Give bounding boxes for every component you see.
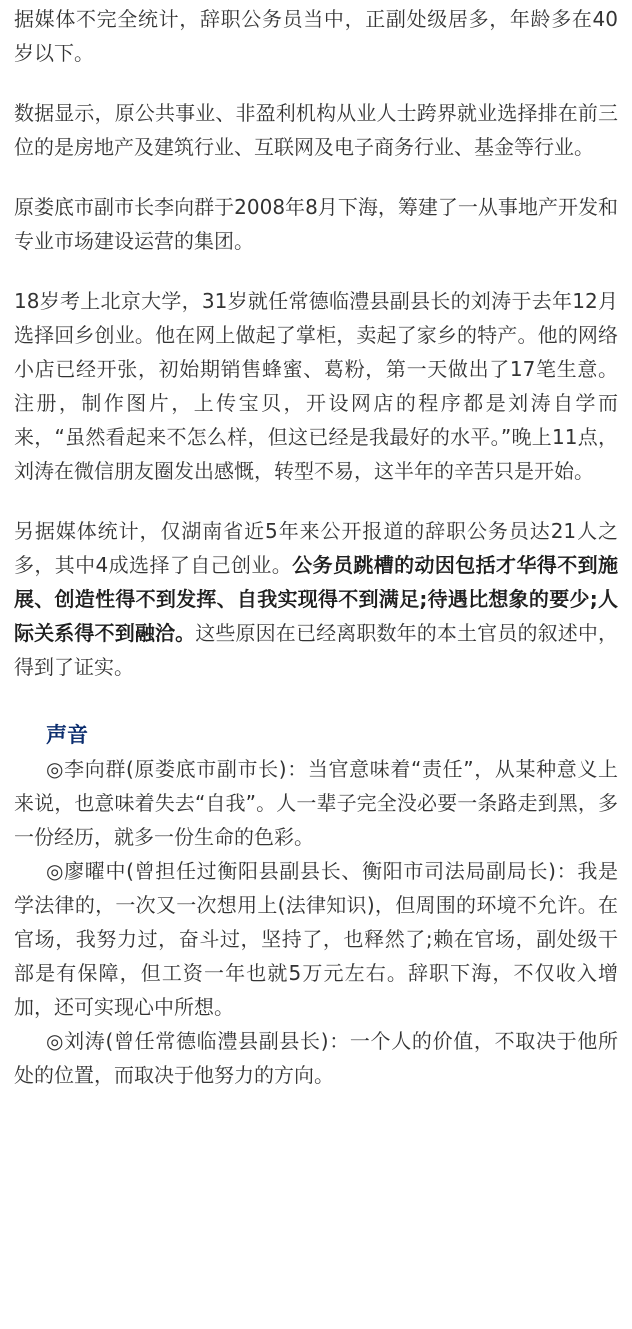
stats-lead-text: 另据媒体统计，仅湖南省近5年来公开报道的辞职公务员达21人之多，其中4成选择了自己创业。 — [14, 519, 618, 577]
paragraph-statistics-intro: 据媒体不完全统计，辞职公务员当中，正副处级居多，年龄多在40岁以下。 — [14, 7, 618, 65]
paragraph-li-xiangqun: 原娄底市副市长李向群于2008年8月下海，筹建了一从事地产开发和专业市场建设运营的集团。 — [14, 195, 618, 253]
paragraph-industry-choices: 数据显示，原公共事业、非盈利机构从业人士跨界就业选择排在前三位的是房地产及建筑行业、互联网及电子商务行业、基金等行业。 — [14, 101, 618, 159]
quote-liao-yaozhong: ◎廖曜中(曾担任过衡阳县副县长、衡阳市司法局副局长)：我是学法律的，一次又一次想用上(法律知识)，但周围的环境不允许。在官场，我努力过，奋斗过，坚持了，也释然了;赖在官场，副处级干部是有保障，但工资一年也就5万元左右。辞职下海，不仅收入增加，还可实现心中所想。 — [14, 859, 618, 1019]
quote-li-xiangqun: ◎李向群(原娄底市副市长)：当官意味着“责任”，从某种意义上来说，也意味着失去“自我”。人一辈子完全没必要一条路走到黑，多一份经历，就多一份生命的色彩。 — [14, 757, 618, 849]
stats-tail-text: 这些原因在已经离职数年的本土官员的叙述中，得到了证实。 — [14, 621, 619, 679]
paragraph-hunan-stats — [14, 514, 618, 684]
paragraph-liu-tao: 18岁考上北京大学，31岁就任常德临澧县副县长的刘涛于去年12月选择回乡创业。他在网上做起了掌柜，卖起了家乡的特产。他的网络小店已经开张，初始期销售蜂蜜、葛粉，第一天做出了17笔生意。注册，制作图片，上传宝贝，开设网店的程序都是刘涛自学而来，“虽然看起来不怎么样，但这已经是我最好的水平。”晚上11点，刘涛在微信朋友圈发出感慨，转型不易，这半年的辛苦只是开始。 — [14, 289, 618, 483]
quote-liu-tao: ◎刘涛(曾任常德临澧县副县长)：一个人的价值，不取决于他所处的位置，而取决于他努力的方向。 — [14, 1029, 618, 1087]
section-heading-voices: 声音 — [46, 723, 88, 747]
stats-bold-text: 公务员跳槽的动因包括才华得不到施展、创造性得不到发挥、自我实现得不到满足;待遇比想象的要少;人际关系得不到融洽。 — [14, 553, 618, 645]
